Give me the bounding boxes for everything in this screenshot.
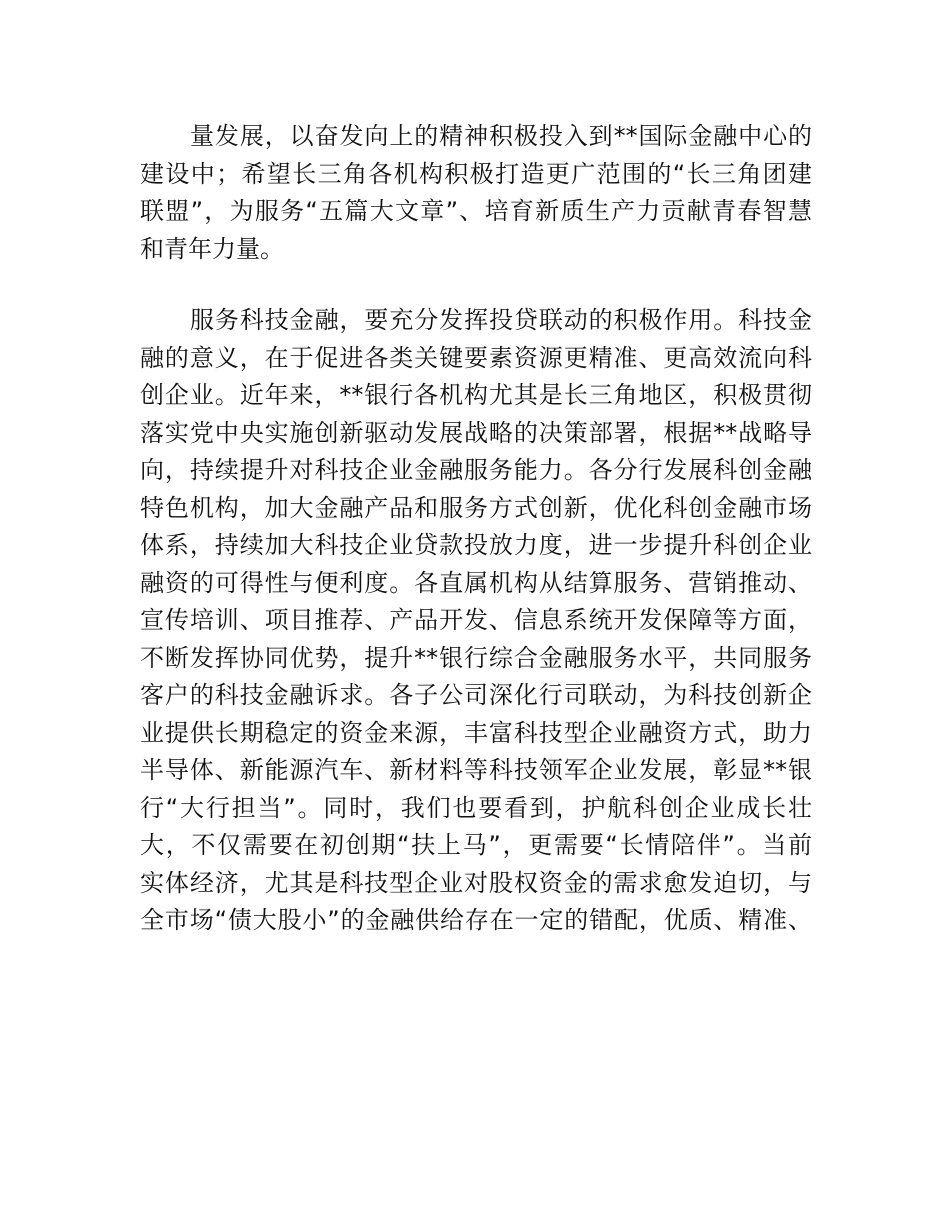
text-line: 融的意义，在于促进各类关键要素资源更精准、更高效流向科 [140, 343, 812, 372]
paragraph-1 [140, 118, 812, 268]
text-line: 全市场“债大股小”的金融供给存在一定的错配，优质、精准、 [140, 906, 812, 934]
text-line: 落实党中央实施创新驱动发展战略的决策部署，根据**战略导 [140, 418, 812, 447]
text-line: 大，不仅需要在初创期“扶上马”，更需要“长情陪伴”。当前 [140, 831, 812, 859]
text-line: 客户的科技金融诉求。各子公司深化行司联动，为科技创新企 [140, 681, 812, 709]
text-line: 实体经济，尤其是科技型企业对股权资金的需求愈发迫切，与 [140, 868, 812, 897]
text-line: 特色机构，加大金融产品和服务方式创新，优化科创金融市场 [140, 493, 812, 522]
text-line: 向，持续提升对科技企业金融服务能力。各分行发展科创金融 [140, 456, 812, 484]
text-line: 建设中；希望长三角各机构积极打造更广范围的“长三角团建 [140, 159, 812, 188]
text-line: 业提供长期稳定的资金来源，丰富科技型企业融资方式，助力 [140, 718, 812, 747]
text-line: 宣传培训、项目推荐、产品开发、信息系统开发保障等方面， [140, 606, 812, 634]
document-page [140, 118, 812, 940]
text-line: 体系，持续加大科技企业贷款投放力度，进一步提升科创企业 [140, 531, 812, 559]
text-line: 融资的可得性与便利度。各直属机构从结算服务、营销推动、 [140, 568, 812, 597]
text-line: 行“大行担当”。同时，我们也要看到，护航科创企业成长壮 [140, 793, 812, 822]
text-line: 创企业。近年来，**银行各机构尤其是长三角地区，积极贯彻 [140, 381, 812, 409]
text-line: 服务科技金融，要充分发挥投贷联动的积极作用。科技金 [190, 306, 812, 334]
text-line: 和青年力量。 [140, 234, 284, 263]
text-line: 量发展，以奋发向上的精神积极投入到**国际金融中心的 [190, 122, 812, 150]
text-line: 半导体、新能源汽车、新材料等科技领军企业发展，彰显**银 [140, 756, 812, 784]
text-line: 联盟”，为服务“五篇大文章”、培育新质生产力贡献青春智慧 [140, 197, 812, 225]
paragraph-2 [140, 302, 812, 940]
text-line: 不断发挥协同优势，提升**银行综合金融服务水平，共同服务 [140, 643, 812, 672]
